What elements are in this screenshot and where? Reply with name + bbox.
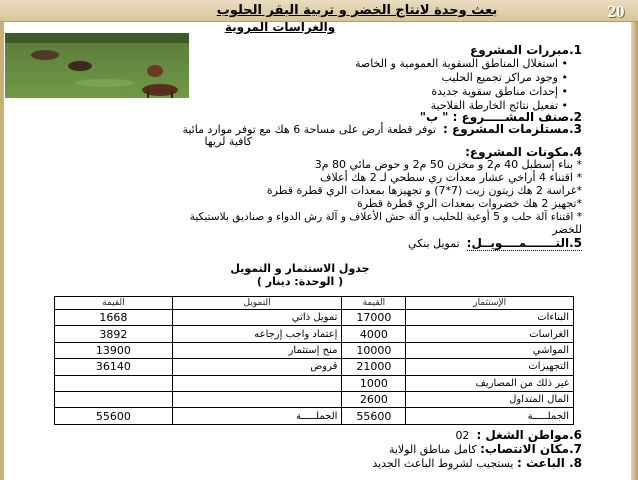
cell: 55600 <box>342 408 406 424</box>
table-row <box>55 359 574 375</box>
cell <box>172 391 342 407</box>
page-number: 20 <box>607 2 625 21</box>
cell: 55600 <box>55 408 173 424</box>
cattle-grazing-photo <box>5 33 189 98</box>
cell: منح إستثمار <box>172 342 342 358</box>
table-row <box>55 391 574 407</box>
cell: قروض <box>172 359 342 375</box>
section2-heading: 2.صنف المشـــــروع : " ب" <box>419 110 582 124</box>
cell: غير ذلك من المصاريف <box>406 375 574 391</box>
cell: تمويل ذاتي <box>172 310 342 326</box>
cell <box>55 391 173 407</box>
cell: المال المتداول <box>406 391 574 407</box>
section1-bullet: • إحداث مناطق سقوية جديدة <box>431 85 568 98</box>
table-row <box>55 326 574 342</box>
cell: الجملـــــة <box>172 408 342 424</box>
cell: 1668 <box>55 310 173 326</box>
section7-line: 7.مكان الانتصاب: كامل مناطق الولاية <box>388 442 582 456</box>
section1-bullet: • تفعيل نتائج الخارطة الفلاحية <box>430 99 568 112</box>
page-title: بعث وحدة لانتاج الخضر و تربية البقر الحلوب <box>216 3 498 18</box>
cell: 3892 <box>55 326 173 342</box>
cell: 4000 <box>342 326 406 342</box>
section4-item: للخضر <box>552 223 582 236</box>
section4-item: *غراسة 2 هك زيتون زيت (7*7) و تجهيزها بمعدات الري قطرة قطرة <box>266 184 582 197</box>
col-header-financing: التمويل <box>172 297 342 310</box>
section4-item: * اقتناء آلة حلب و 5 أوعية للحليب و آلة حش الأعلاف و آلة رش الدواء و صناديق بلاستيكية <box>189 211 582 223</box>
investment-financing-table <box>54 296 574 425</box>
cell: 36140 <box>55 359 173 375</box>
section4-heading: 4.مكونات المشروع: <box>465 145 582 159</box>
cell: 10000 <box>342 342 406 358</box>
cell <box>172 375 342 391</box>
section3-text: توفر قطعة أرض على مساحة 6 هك مع توفر موارد مائية <box>182 123 437 136</box>
section8-line: 8. الباعث : يستجيب لشروط الباعث الجديد <box>372 456 582 470</box>
table-row <box>55 310 574 326</box>
col-header-value: القيمة <box>342 297 406 310</box>
section4-item: * اقتناء 4 أراخي عشار معدات ري سطحي لـ 2 هك أعلاف <box>320 171 582 184</box>
table-row <box>55 375 574 391</box>
section3-text-line2: كافية لريها <box>204 135 252 148</box>
cell: البناءات <box>406 310 574 326</box>
table-unit: ( الوحدة: دينار ) <box>256 275 344 288</box>
section4-item: *تجهيز 2 هك خضروات بمعدات الري قطرة قطرة <box>356 197 582 210</box>
table-title: جدول الاستثمار و التمويل <box>230 262 370 275</box>
section6-line: 6.مواطن الشغل : 02 <box>455 428 582 442</box>
cell: 13900 <box>55 342 173 358</box>
cell: 17000 <box>342 310 406 326</box>
table-total-row <box>55 408 574 424</box>
cell: 1000 <box>342 375 406 391</box>
cell: إعتماد واجب إرجاعه <box>172 326 342 342</box>
section1-heading: 1.مبررات المشروع <box>470 43 582 57</box>
cell: الغراسات <box>406 326 574 342</box>
section1-bullet: • استغلال المناطق السقوية العمومية و الخاصة <box>354 57 568 70</box>
section7-value: كامل مناطق الولاية <box>388 443 477 456</box>
section8-value: يستجيب لشروط الباعث الجديد <box>372 457 514 470</box>
col-header-amount: القيمة <box>55 297 173 310</box>
section4-item: * بناء إسطبل 40 م2 و مخزن 50 م2 و حوض مائي 80 م3 <box>314 158 582 171</box>
section5-line: 5.التـــــــمــــويــل: تمويل بنكي <box>408 236 582 250</box>
col-header-investment: الإستثمار <box>406 297 574 310</box>
cell: الجملـــــة <box>406 408 574 424</box>
section1-bullet: • وجود مراكز تجميع الحليب <box>441 71 568 84</box>
page-subtitle: والغراسات المروية <box>224 20 336 34</box>
section6-value: 02 <box>455 429 470 442</box>
right-border-strip <box>631 22 638 480</box>
table-row <box>55 342 574 358</box>
cell: 21000 <box>342 359 406 375</box>
cell: التجهيزات <box>406 359 574 375</box>
section3-line: 3.مستلزمات المشروع : توفر قطعة أرض على مساحة 6 هك مع توفر موارد مائية <box>182 122 582 136</box>
cell <box>55 375 173 391</box>
cell: 2600 <box>342 391 406 407</box>
section2-value: " ب" <box>419 110 449 124</box>
cell: المواشي <box>406 342 574 358</box>
section5-value: تمويل بنكي <box>408 237 460 250</box>
left-border-strip <box>0 22 4 480</box>
table-header-row <box>55 297 574 310</box>
